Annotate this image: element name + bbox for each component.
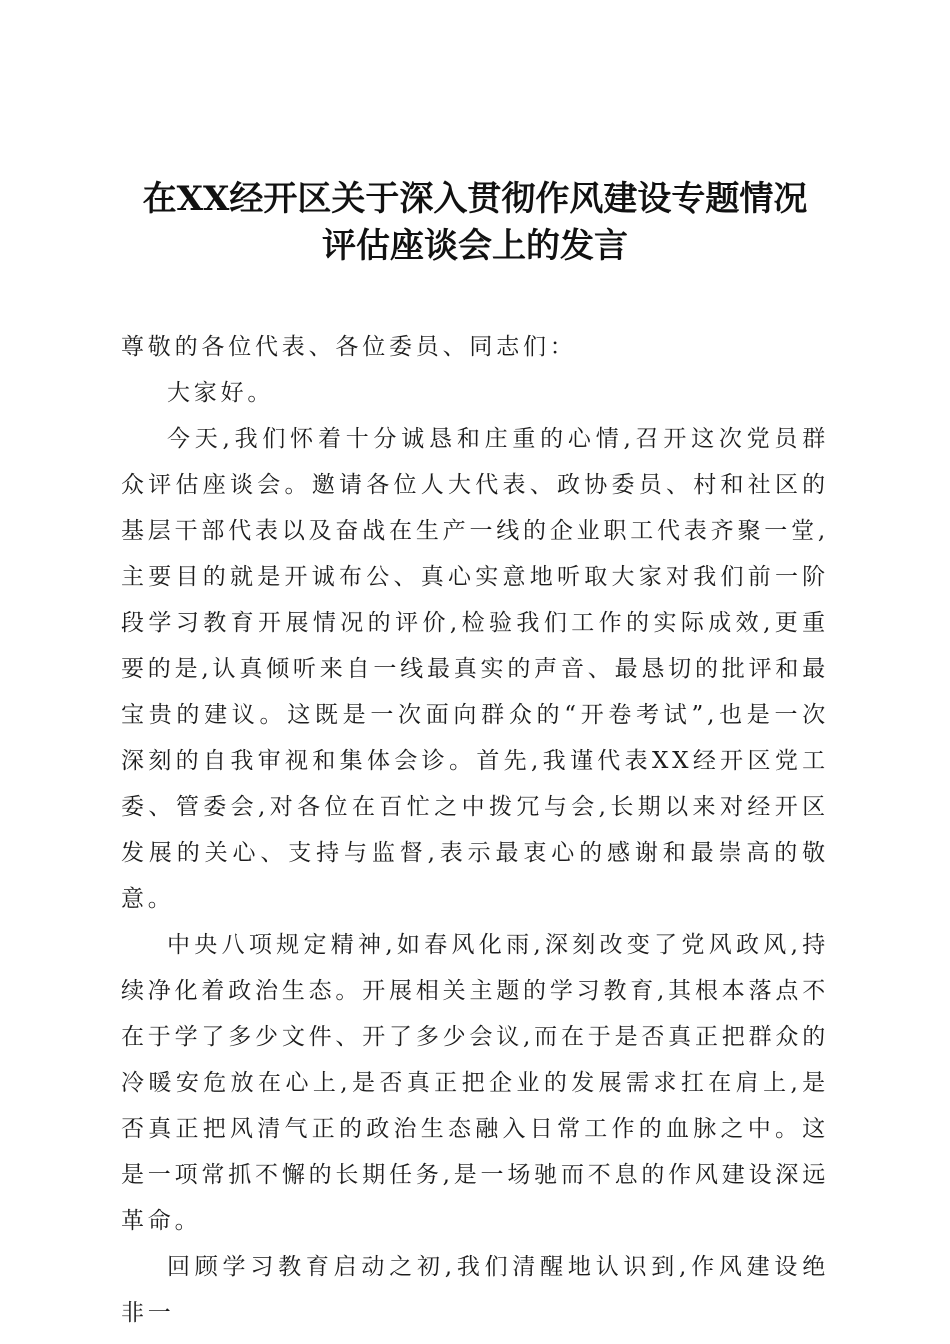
document-body	[121, 324, 829, 1336]
document-title	[100, 176, 850, 270]
paragraph-eight-rules: 中央八项规定精神,如春风化雨,深刻改变了党风政风,持续净化着政治生态。开展相关主题的学习教育,其根本落点不在于学了多少文件、开了多少会议,而在于是否真正把群众的冷暖安危放在心上,是否真正把企业的发展需求扛在肩上,是否真正把风清气正的政治生态融入日常工作的血脉之中。这是一项常抓不懈的长期任务,是一场驰而不息的作风建设深远革命。	[121, 932, 829, 1234]
title-line-2: 评估座谈会上的发言	[322, 226, 628, 266]
paragraph-opening: 今天,我们怀着十分诚恳和庄重的心情,召开这次党员群众评估座谈会。邀请各位人大代表、政协委员、村和社区的基层干部代表以及奋战在生产一线的企业职工代表齐聚一堂,主要目的就是开诚布公、真心实意地听取大家对我们前一阶段学习教育开展情况的评价,检验我们工作的实际成效,更重要的是,认真倾听来自一线最真实的声音、最恳切的批评和最宝贵的建议。这既是一次面向群众的“开卷考试”,也是一次深刻的自我审视和集体会诊。首先,我谨代表XX经开区党工委、管委会,对各位在百忙之中拨冗与会,长期以来对经开区发展的关心、支持与监督,表示最衷心的感谢和最崇高的敬意。	[121, 426, 829, 912]
paragraph-greeting: 大家好。	[167, 380, 275, 406]
title-line-1: 在XX经开区关于深入贯彻作风建设专题情况	[142, 179, 808, 219]
salutation: 尊敬的各位代表、各位委员、同志们：	[121, 334, 577, 360]
paragraph-review: 回顾学习教育启动之初,我们清醒地认识到,作风建设绝非一	[121, 1254, 829, 1326]
